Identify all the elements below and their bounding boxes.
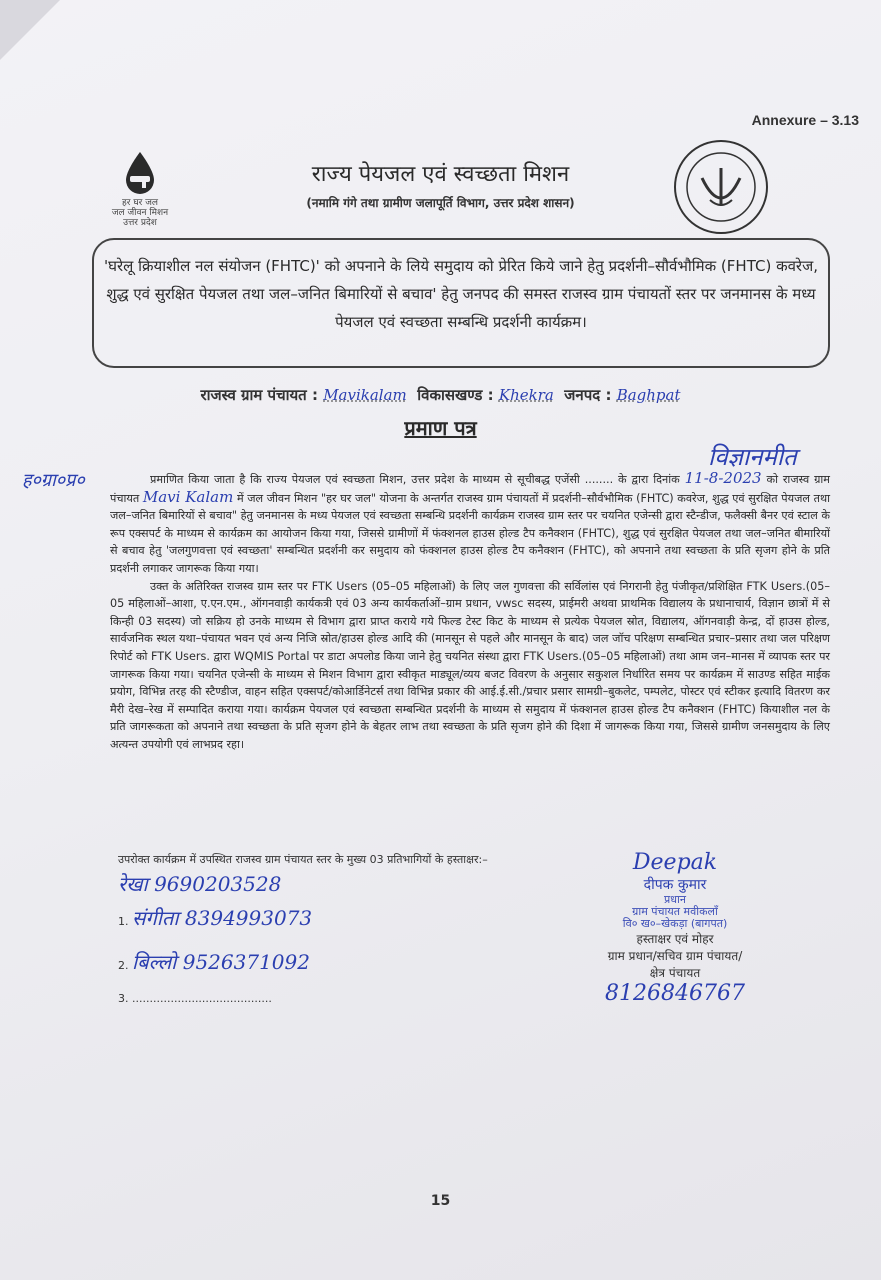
- signatory-name: दीपक कुमार: [643, 877, 707, 893]
- participant-number-2: 2.: [118, 959, 129, 972]
- sign-seal-label: हस्ताक्षर एवं मोहर: [636, 932, 714, 946]
- signatory-title-1: ग्राम प्रधान/सचिव ग्राम पंचायत/: [607, 949, 743, 963]
- programme-title-box: 'घरेलू क्रियाशील नल संयोजन (FHTC)' को अपनाने के लिये समुदाय को प्रेरित किये जाने हेतु प्रदर्शनी–सौर्वभौमिक (FHTC) कवरेज, शुद्ध एवं सुरक्षित पेयजल तथा जल–जनित बिमारियों से बचाव' हेतु जनपद की समस्त राजस्व ग्राम पंचायतों स्तर पर जनमानस के मध्य पेयजल एवं स्वच्छता सम्बन्धि प्रदर्शनी कार्यक्रम।: [92, 238, 830, 368]
- logo-line-3: उत्तर प्रदेश: [123, 218, 157, 228]
- para1-part-c: को राजस्व ग्राम पंचायत: [110, 473, 830, 505]
- village-name: Mavi Kalam: [142, 487, 234, 506]
- location-line: [0, 385, 881, 405]
- participants-caption: [118, 852, 518, 867]
- signature: Deepak: [632, 850, 718, 875]
- participant-number-3: 3.: [118, 992, 129, 1005]
- paragraph-1: प्रमाणित किया जाता है कि राज्य पेयजल एवं स्वच्छता मिशन, उत्तर प्रदेश के माध्यम से सूचीबद्ध एजेंसी ........ के द्वारा दिनांक 11-8-2023 को राजस्व ग्राम पंचायत Mavi Kalam में जल जीवन मिशन "हर घर जल" योजना के अन्तर्गत राजस्व ग्राम पंचायतों में प्रदर्शनी–सौर्वभौमिक (FHTC) कवरेज, शुद्ध एवं सुरक्षित पेयजल तथा जल–जनित बिमारियों से बचाव" हेतु जनमानस के मध्य पेयजल एवं स्वच्छता सम्बन्धि प्रदर्शनी कार्यक्रम राजस्व ग्राम स्तर पर चयनित एजेन्सी द्वारा स्टैन्डीज, फलैक्सी बैनर एवं स्टाल के रूप एक्सपर्ट के माध्यम से कार्यक्रम का आयोजन किया गया, जिससे ग्रामीणों में फंक्शनल हाउस होल्ड टैप कनैक्शन (FHTC), शुद्ध एवं सुरक्षित पेयजल तथा जल–जनित बीमारियों से बचाव हेतु 'जलगुणवत्ता एवं स्वच्छता' सम्बन्धित प्रदर्शनी कर समुदाय को फंक्शनल हाउस होल्ड टैप कनैक्शन (FHTC), को अपनाने तथा स्वच्छता के प्रति सृजग होने के प्रति प्रदर्शनी लगाकर जागरूक किया गया।: [110, 469, 831, 575]
- mission-subtitle: (नमामि गंगे तथा ग्रामीण जलापूर्ति विभाग, उत्तर प्रदेश शासन): [306, 196, 575, 210]
- participants-section: [118, 852, 518, 1005]
- signatory-role: प्रधान: [664, 893, 686, 906]
- participant-2: [118, 904, 518, 931]
- logo-line-1: हर घर जल: [122, 198, 158, 208]
- gram-panchayat-label: राजस्व ग्राम पंचायत :: [200, 386, 318, 404]
- para1-part-d: में जल जीवन मिशन "हर घर जल" योजना के अन्तर्गत राजस्व ग्राम पंचायतों में प्रदर्शनी–सौर्वभौमिक (FHTC) कवरेज, शुद्ध एवं सुरक्षित पेयजल तथा जल–जनित बिमारियों से बचाव" हेतु जनमानस के मध्य पेयजल एवं स्वच्छता सम्बन्धि प्रदर्शनी कार्यक्रम राजस्व ग्राम स्तर पर चयनित एजेन्सी द्वारा स्टैन्डीज, फलैक्सी बैनर एवं स्टाल के रूप एक्सपर्ट के माध्यम से कार्यक्रम का आयोजन किया गया, जिससे ग्रामीणों में फंक्शनल हाउस होल्ड टैप कनैक्शन (FHTC), शुद्ध एवं सुरक्षित पेयजल तथा जल–जनित बीमारियों से बचाव हेतु 'जलगुणवत्ता एवं स्वच्छता' सम्बन्धित प्रदर्शनी कर समुदाय को फंक्शनल हाउस होल्ड टैप कनैक्शन (FHTC), को अपनाने तथा स्वच्छता के प्रति सृजग होने के प्रति प्रदर्शनी लगाकर जागरूक किया गया।: [110, 491, 831, 575]
- certificate-body: [110, 470, 830, 754]
- participant-1-extra: [118, 870, 518, 897]
- agency-name-handwritten: विज्ञानमीत: [708, 443, 797, 471]
- stamp-line-2: वि० ख०–खेकड़ा (बागपत): [622, 917, 728, 930]
- caption-text: उपरोक्त कार्यक्रम में उपस्थित राजस्व ग्राम पंचायत स्तर के मुख्य 03 प्रतिभागियों के: [118, 853, 444, 866]
- block-label: विकासखण्ड :: [417, 386, 494, 404]
- logo-line-2: जल जीवन मिशन: [111, 208, 169, 218]
- page-number: 15: [430, 1193, 451, 1209]
- signatory-phone: 8126846767: [605, 981, 745, 1006]
- district-value: Baghpat: [616, 386, 681, 404]
- participant-blank: [118, 992, 518, 1005]
- participant-number-1: 1.: [118, 915, 129, 928]
- participant-2-hand: संगीता 8394993073: [132, 906, 313, 930]
- district-label: जनपद :: [564, 386, 612, 404]
- participant-3-hand: बिल्लो 9526371092: [132, 950, 310, 974]
- annexure-label: Annexure – 3.13: [751, 112, 859, 128]
- page-corner-fold: [0, 0, 60, 60]
- participant-3: [118, 948, 518, 975]
- certificate-heading: प्रमाण पत्र: [404, 416, 477, 440]
- block-value: Khekra: [498, 386, 554, 404]
- stamp-line-1: ग्राम पंचायत मवीकलाँ: [632, 905, 718, 918]
- signatory-title-2: क्षेत्र पंचायत: [649, 966, 701, 980]
- programme-date: 11-8-2023: [684, 469, 762, 487]
- margin-handwritten-note: ह०ग्रा०प्र०: [22, 470, 85, 491]
- paragraph-2: उक्त के अतिरिक्त राजस्व ग्राम स्तर पर FTK Users (05–05 महिलाओं) के लिए जल गुणवत्ता की सर्विलांस एवं निगरानी हेतु पंजीकृत/प्रशिक्षित FTK Users.(05–05 महिलाओं–आशा, ए.एन.एम., ऑगनवाड़ी कार्यकत्री एवं 03 अन्य कार्यकर्ताओं–ग्राम प्रधान, vwsc सदस्य, प्राईमरी अथवा प्राथमिक विद्यालय के प्रधानाचार्य, विज्ञान छात्रों में से किन्ही 03 सदस्य) जो सक्रिय हो उनके माध्यम से विभाग द्वारा प्राप्त कराये गये फिल्ड टेस्ट किट के माध्यम से प्रत्येक पेयजल स्रोत, विद्यालय, ऑगनवाड़ी केन्द्र, दों हाउस होल्ड, सार्वजनिक स्थल यथा–पंचायत भवन एवं अन्य निजि स्रोत/हाउस होल्ड आदि की (मानसून से पहले और मानसून के बाद) जल जॉच परिक्षण सम्बन्धित प्रचार–प्रसार तथा जल परिक्षण रिपोर्ट को FTK Users. द्वारा WQMIS Portal पर डाटा अपलोड किया जाने हेतु चयनित संस्था द्वारा FTK Users.(05–05 महिलाओं) तथा आम जन–मानस में व्यापक स्तर पर जागरूक किया गया। चयनित एजेन्सी के माध्यम से मिशन विभाग द्वारा स्वीकृत माड्यूल/व्यय बजट विवरण के अनुसार सकुशल निर्धारित समय पर कार्यक्रम में साउण्ड सहित माईक प्रयोग, विभिन्न तरह की स्टैण्डीज, वाहन सहित एक्सपर्ट/कोआर्डिनेटर्स तथा विभिन्न प्रकार की आई.ई.सी./प्रचार प्रसार सामग्री–बुकलेट, पम्पलेट, पोस्टर एवं स्टीकर इत्यादि वितरण कर मैरी देख–रेख में सम्पादित कराया गया। कार्यक्रम पेयजल एवं स्वच्छता सम्बन्धित प्रदर्शनी के माध्यम से समुदाय में फंक्शनल हाउस होल्ड टैप कनैक्शन (FHTC) कियाशील नल के प्रति जागरूकता को अपनाने तथा स्वच्छता के प्रति सृजग होने के बेहतर लाभ तथा स्वच्छता के प्रति सृजग होने की दिशा में जागरूक किया गया, जिससे ग्रामीण जनसमुदाय के लिए अत्यन्त उपयोगी एवं लाभप्रद रहा।: [110, 579, 830, 751]
- mission-title: राज्य पेयजल एवं स्वच्छता मिशन: [311, 162, 570, 187]
- gram-panchayat-value: Mavikalam: [323, 386, 407, 404]
- signatory-block: [560, 850, 790, 1006]
- participant-dots: ........................................: [132, 992, 272, 1005]
- para1-part-a: प्रमाणित किया जाता है कि राज्य पेयजल एवं स्वच्छता मिशन, उत्तर प्रदेश के माध्यम से सूचीबद्ध एजेंसी: [150, 473, 580, 486]
- sign-label: हस्ताक्षर:–: [446, 853, 488, 866]
- participant-1-hand: रेखा 9690203528: [118, 872, 282, 896]
- para1-part-b: के द्वारा दिनांक: [618, 473, 680, 486]
